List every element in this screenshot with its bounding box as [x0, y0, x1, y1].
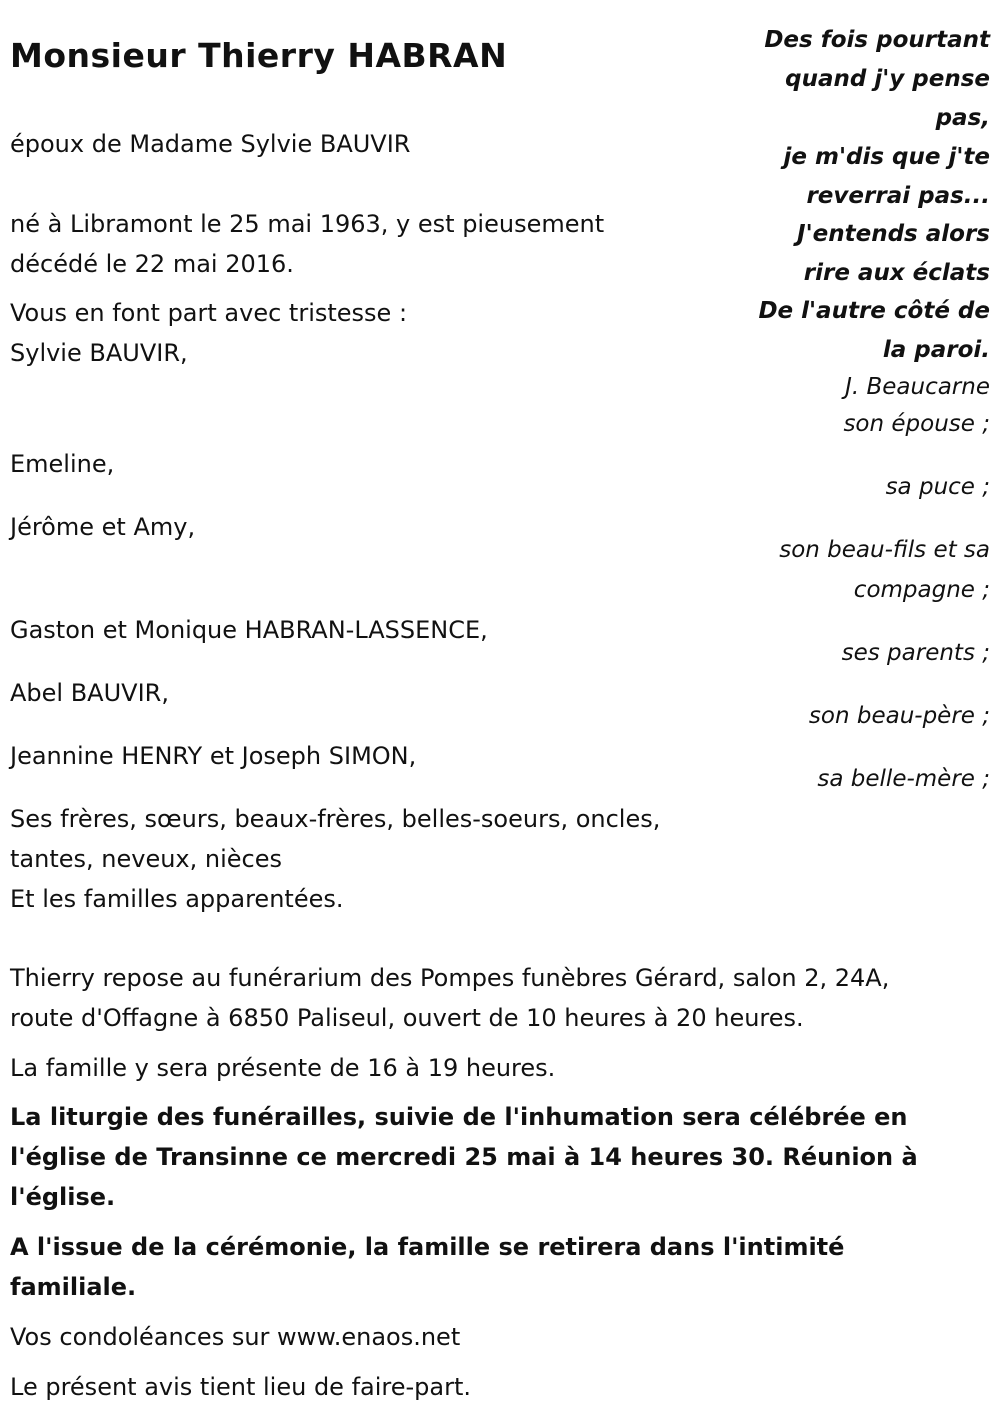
- birth-death-line-1: né à Libramont le 25 mai 1963, y est pieusement: [10, 210, 605, 238]
- family-presence-line: La famille y sera présente de 16 à 19 heures.: [10, 1054, 556, 1082]
- poem-line-1: Des fois pourtant: [764, 27, 990, 53]
- condolences-line: Vos condoléances sur www.enaos.net: [10, 1323, 461, 1351]
- liturgy-line-1: La liturgie des funérailles, suivie de l'inhumation sera célébrée en: [10, 1103, 908, 1131]
- funerarium-line-1: Thierry repose au funérarium des Pompes funèbres Gérard, salon 2, 24A,: [10, 964, 890, 992]
- family-member-jerome: Jérôme et Amy,: [10, 513, 196, 541]
- birth-death-line-2: décédé le 22 mai 2016.: [10, 250, 294, 278]
- siblings-line-1: Ses frères, sœurs, beaux-frères, belles-soeurs, oncles,: [10, 805, 661, 833]
- poem-line-6: J'entends alors: [797, 221, 990, 247]
- family-member-sylvie: Sylvie BAUVIR,: [10, 339, 188, 367]
- family-member-emeline: Emeline,: [10, 450, 115, 478]
- relation-parents: ses parents ;: [841, 640, 990, 666]
- poem-line-2: quand j'y pense: [785, 66, 990, 92]
- spouse-line: époux de Madame Sylvie BAUVIR: [10, 130, 411, 158]
- poem-line-4: je m'dis que j'te: [783, 144, 990, 170]
- relation-beau-pere: son beau-père ;: [808, 703, 990, 729]
- funerarium-line-2: route d'Offagne à 6850 Paliseul, ouvert de 10 heures à 20 heures.: [10, 1004, 804, 1032]
- poem-line-9: la paroi.: [882, 337, 990, 363]
- relation-beau-fils-line-2: compagne ;: [853, 577, 990, 603]
- deceased-name-title: Monsieur Thierry HABRAN: [10, 36, 508, 75]
- siblings-line-2: tantes, neveux, nièces: [10, 845, 282, 873]
- liturgy-line-2: l'église de Transinne ce mercredi 25 mai à 14 heures 30. Réunion à: [10, 1143, 918, 1171]
- intimacy-line-2: familiale.: [10, 1273, 137, 1301]
- poem-line-3: pas,: [935, 105, 990, 131]
- family-member-abel: Abel BAUVIR,: [10, 679, 169, 707]
- intimacy-line-1: A l'issue de la cérémonie, la famille se retirera dans l'intimité: [10, 1233, 845, 1261]
- related-families-line: Et les familles apparentées.: [10, 885, 344, 913]
- relation-epouse: son épouse ;: [843, 411, 990, 437]
- poem-author: J. Beaucarne: [845, 374, 990, 400]
- liturgy-line-3: l'église.: [10, 1183, 116, 1211]
- relation-belle-mere: sa belle-mère ;: [817, 766, 990, 792]
- relation-beau-fils-line-1: son beau-fils et sa: [779, 537, 990, 563]
- poem-line-7: rire aux éclats: [803, 260, 990, 286]
- announcement-line: Vous en font part avec tristesse :: [10, 299, 408, 327]
- relation-puce: sa puce ;: [885, 474, 990, 500]
- faire-part-line: Le présent avis tient lieu de faire-part.: [10, 1373, 472, 1401]
- family-member-jeannine: Jeannine HENRY et Joseph SIMON,: [10, 742, 417, 770]
- poem-line-5: reverrai pas...: [806, 183, 990, 209]
- poem-line-8: De l'autre côté de: [758, 298, 990, 324]
- family-member-parents: Gaston et Monique HABRAN-LASSENCE,: [10, 616, 488, 644]
